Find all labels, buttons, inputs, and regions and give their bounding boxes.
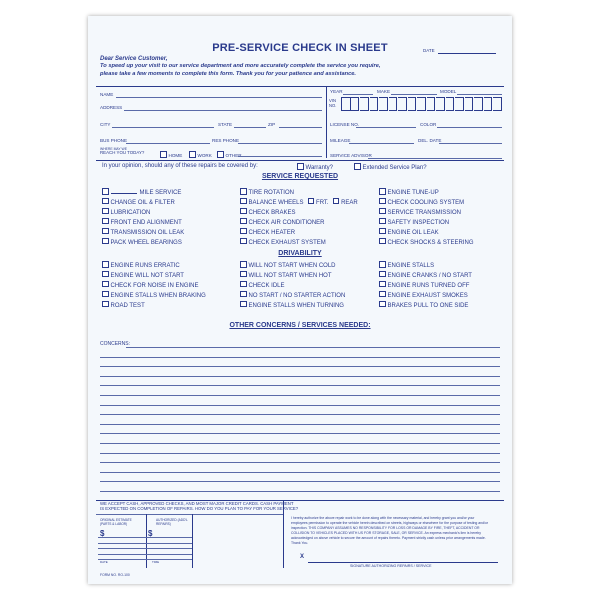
service-checkbox[interactable]: [240, 198, 247, 205]
work-checkbox[interactable]: [189, 151, 196, 158]
res-phone-field[interactable]: [238, 143, 322, 144]
drivability-label: ENGINE RUNS TURNED OFF: [387, 282, 470, 289]
coverage-question: In your opinion, should any of these repairs be covered by:: [102, 163, 258, 169]
service-label: CHECK EXHAUST SYSTEM: [248, 239, 326, 246]
license-field[interactable]: [356, 127, 416, 128]
drivability-option[interactable]: [102, 271, 184, 279]
name-field[interactable]: [116, 97, 322, 98]
vin-character-box[interactable]: [474, 97, 483, 111]
service-label: FRONT END ALIGNMENT: [110, 219, 182, 226]
drivability-label: ENGINE CRANKS / NO START: [387, 272, 472, 279]
service-label: LUBRICATION: [110, 209, 151, 216]
drivability-checkbox[interactable]: [240, 261, 247, 268]
service-option[interactable]: [240, 188, 294, 196]
payment-rule: [96, 514, 283, 515]
model-label: MODEL: [440, 89, 457, 94]
date-field[interactable]: [438, 53, 496, 54]
service-option[interactable]: [102, 228, 184, 236]
drivability-option[interactable]: [240, 291, 345, 299]
drivability-label: ENGINE WILL NOT START: [110, 272, 184, 279]
info-divider: [326, 86, 327, 158]
drivability-option[interactable]: [102, 281, 199, 289]
drivability-option[interactable]: [240, 261, 336, 269]
service-checkbox[interactable]: [379, 218, 386, 225]
drivability-option[interactable]: [240, 301, 344, 309]
license-label: LICENSE NO.: [330, 122, 360, 127]
vin-character-box[interactable]: [379, 97, 388, 111]
drivability-option[interactable]: [240, 271, 332, 279]
del-date-field[interactable]: [439, 143, 502, 144]
concern-line[interactable]: [100, 395, 500, 396]
drivability-option[interactable]: [379, 291, 468, 299]
drivability-checkbox[interactable]: [102, 281, 109, 288]
concern-line[interactable]: [100, 443, 500, 444]
other-concerns-heading: OTHER CONCERNS / SERVICES NEEDED:: [229, 322, 371, 329]
vin-label-1: VIN: [329, 98, 336, 103]
service-label: ENGINE TUNE-UP: [387, 190, 439, 196]
concern-line[interactable]: [100, 462, 500, 463]
zip-label: ZIP: [268, 122, 276, 127]
mileage-label: MILEAGE: [330, 138, 351, 143]
reach-other-field[interactable]: [238, 156, 322, 157]
info-top-rule: [96, 86, 504, 87]
authorized-dollar: $: [148, 529, 153, 538]
bus-phone-field[interactable]: [126, 143, 210, 144]
concern-line[interactable]: [100, 366, 500, 367]
service-option[interactable]: [240, 198, 358, 206]
service-option[interactable]: [379, 208, 461, 216]
service-checkbox[interactable]: [379, 238, 386, 245]
concern-line[interactable]: [100, 481, 500, 482]
concern-line[interactable]: [100, 433, 500, 434]
color-label: COLOR: [420, 122, 437, 127]
concern-line[interactable]: [100, 424, 500, 425]
service-checkbox[interactable]: [102, 238, 109, 245]
service-checkbox[interactable]: [102, 208, 109, 215]
service-checkbox[interactable]: [102, 198, 109, 205]
state-field[interactable]: [234, 127, 266, 128]
service-option[interactable]: [102, 208, 150, 216]
drivability-checkbox[interactable]: [240, 291, 247, 298]
greeting: Dear Service Customer,: [100, 56, 168, 62]
authorization-line-1: I hereby authorize the above repair work to be done along with the necessary material, and hereby grant you and/or your: [291, 516, 475, 520]
service-label: CHECK BRAKES: [248, 209, 296, 216]
service-option[interactable]: [240, 238, 326, 246]
service-checkbox[interactable]: [102, 218, 109, 225]
vin-character-box[interactable]: [398, 97, 407, 111]
signature-x: X: [300, 554, 305, 560]
drivability-checkbox[interactable]: [102, 271, 109, 278]
drivability-checkbox[interactable]: [379, 291, 386, 298]
service-option[interactable]: [102, 218, 182, 226]
service-label: TRANSMISSION OIL LEAK: [110, 229, 185, 236]
service-requested-heading: SERVICE REQUESTED: [261, 173, 339, 180]
service-option[interactable]: [379, 198, 464, 206]
warranty-label: Warranty?: [305, 165, 333, 171]
year-label: YEAR: [330, 89, 343, 94]
service-checkbox[interactable]: [379, 208, 386, 215]
drivability-label: CHECK FOR NOISE IN ENGINE: [110, 282, 199, 289]
service-option[interactable]: [240, 218, 325, 226]
drivability-option[interactable]: [102, 301, 145, 309]
drivability-option[interactable]: [379, 271, 472, 279]
warranty-option[interactable]: [297, 163, 333, 171]
drivability-option[interactable]: [102, 291, 206, 299]
year-field[interactable]: [343, 94, 373, 95]
drivability-option[interactable]: [240, 281, 285, 289]
wheel-position-checkbox[interactable]: [308, 198, 315, 205]
authorization-line-2: employees permission to operate the vehicle herein described on streets, highways or elsewhere for the purpose of testing and/or: [291, 521, 489, 525]
drivability-option[interactable]: [379, 281, 469, 289]
service-checkbox[interactable]: [240, 238, 247, 245]
drivability-label: CHECK IDLE: [248, 282, 285, 289]
drivability-checkbox[interactable]: [102, 261, 109, 268]
work-label: WORK: [197, 153, 212, 158]
service-checkbox[interactable]: [240, 218, 247, 225]
address-label: ADDRESS: [100, 105, 123, 110]
authorized-label: AUTHORIZED (ADD'L REPAIRS): [156, 518, 188, 527]
reach-label-1: WHERE MAY WE: [100, 147, 127, 151]
del-date-label: DEL. DATE: [418, 138, 442, 143]
service-label: MILE SERVICE: [139, 190, 182, 196]
signature-label: SIGNATURE AUTHORIZING REPAIRS / SERVICE: [350, 564, 432, 568]
mileage-field[interactable]: [349, 143, 414, 144]
vin-character-box[interactable]: [351, 97, 360, 111]
drivability-label: WILL NOT START WHEN HOT: [248, 272, 332, 279]
drivability-label: NO START / NO STARTER ACTION: [248, 292, 346, 299]
drivability-label: ENGINE STALLS WHEN BRAKING: [110, 292, 206, 299]
form-title: PRE-SERVICE CHECK IN SHEET: [212, 42, 388, 54]
service-checkbox[interactable]: [379, 188, 386, 195]
state-label: STATE: [218, 122, 233, 127]
service-label: CHANGE OIL & FILTER: [110, 199, 175, 206]
vin-character-box[interactable]: [455, 97, 464, 111]
zip-field[interactable]: [279, 127, 322, 128]
drivability-option[interactable]: [379, 301, 468, 309]
authorization-line-3: inspection. THIS COMPANY ASSUMES NO RESPONSIBILITY FOR LOSS OR DAMAGE BY FIRE, THEFT, ACCIDENT OR: [291, 526, 480, 530]
service-option[interactable]: [379, 218, 449, 226]
warranty-checkbox[interactable]: [297, 163, 304, 170]
drivability-option[interactable]: [379, 261, 434, 269]
service-checkbox[interactable]: [379, 198, 386, 205]
service-label: CHECK AIR CONDITIONER: [248, 219, 325, 226]
authorization-line-5: acknowledged on above vehicle to secure the amount of repairs thereto. Payment strictly cash unless prior arrangements made.: [291, 536, 486, 540]
service-option[interactable]: [379, 238, 474, 246]
service-label: SERVICE TRANSMISSION: [387, 209, 461, 216]
payment-text-1: WE ACCEPT CASH, APPROVED CHECKS, AND MOST MAJOR CREDIT CARDS. CASH PAYMENT: [100, 501, 294, 506]
concern-line[interactable]: [100, 414, 500, 415]
make-field[interactable]: [391, 94, 437, 95]
vin-character-box[interactable]: [446, 97, 455, 111]
service-label: SAFETY INSPECTION: [387, 219, 450, 226]
service-label: CHECK COOLING SYSTEM: [387, 199, 465, 206]
service-label: CHECK SHOCKS & STEERING: [387, 239, 474, 246]
service-checkbox[interactable]: [240, 188, 247, 195]
service-checkbox[interactable]: [379, 228, 386, 235]
authorization-line-4: COLLISION TO VEHICLES PLACED WITH US FOR STORAGE, SALE, OR SERVICE. An express mechanic's lien is hereby: [291, 531, 481, 535]
service-label: ENGINE OIL LEAK: [387, 229, 439, 236]
model-field[interactable]: [457, 94, 502, 95]
vin-character-box[interactable]: [408, 97, 417, 111]
drivability-checkbox[interactable]: [240, 281, 247, 288]
concern-line[interactable]: [100, 385, 500, 386]
footer-divider: [283, 500, 284, 568]
service-option[interactable]: [102, 188, 181, 196]
footer-top-rule: [96, 500, 504, 501]
concern-line[interactable]: [100, 405, 500, 406]
wheel-position-checkbox[interactable]: [333, 198, 340, 205]
service-checkbox[interactable]: [102, 188, 109, 195]
color-field[interactable]: [437, 127, 502, 128]
res-phone-label: RES PHONE: [212, 138, 240, 143]
city-field[interactable]: [112, 127, 214, 128]
intro-line-1: To speed up your visit to our service department and more accurately complete the service you require,: [100, 63, 381, 69]
drivability-checkbox[interactable]: [240, 301, 247, 308]
drivability-checkbox[interactable]: [102, 301, 109, 308]
concern-line[interactable]: [100, 472, 500, 473]
wheel-position-option[interactable]: [333, 200, 358, 206]
drivability-label: ROAD TEST: [110, 302, 145, 309]
vin-character-box[interactable]: [436, 97, 445, 111]
home-option[interactable]: [160, 151, 182, 158]
work-option[interactable]: [189, 151, 212, 158]
service-option[interactable]: [240, 228, 295, 236]
service-checkbox[interactable]: [102, 228, 109, 235]
time-small-label: TIME: [152, 560, 160, 564]
home-label: HOME: [168, 153, 183, 158]
authorization-line-6: Thank You.: [291, 541, 309, 545]
concern-line[interactable]: [100, 453, 500, 454]
intro-line-2: please take a few moments to complete this form. Thank you for your patience and assistance.: [100, 71, 357, 77]
drivability-checkbox[interactable]: [379, 261, 386, 268]
vin-character-box[interactable]: [389, 97, 398, 111]
drivability-checkbox[interactable]: [240, 271, 247, 278]
info-bottom-rule: [96, 160, 504, 161]
wheel-position-option[interactable]: [308, 200, 329, 206]
other-checkbox[interactable]: [217, 151, 224, 158]
extended-plan-option[interactable]: [354, 163, 427, 171]
extended-plan-checkbox[interactable]: [354, 163, 361, 170]
service-option[interactable]: [379, 228, 439, 236]
mile-service-blank[interactable]: [111, 193, 137, 194]
concern-line[interactable]: [100, 376, 500, 377]
estimate-dollar: $: [100, 529, 105, 538]
date-small-label: DATE: [100, 560, 108, 564]
service-check-in-form: [88, 16, 512, 584]
make-label: MAKE: [377, 89, 391, 94]
service-label: PACK WHEEL BEARINGS: [110, 239, 182, 246]
vin-character-box[interactable]: [493, 97, 502, 111]
payment-row-line: [98, 554, 192, 555]
name-label: NAME: [100, 92, 114, 97]
date-label: DATE: [423, 48, 435, 53]
wheel-position-label: REAR: [341, 199, 358, 206]
service-option[interactable]: [102, 198, 175, 206]
vin-character-box[interactable]: [370, 97, 379, 111]
drivability-option[interactable]: [102, 261, 180, 269]
advisor-field[interactable]: [368, 158, 502, 159]
vin-label-2: NO.: [329, 103, 337, 108]
home-checkbox[interactable]: [160, 151, 167, 158]
service-checkbox[interactable]: [240, 208, 247, 215]
address-field[interactable]: [124, 110, 322, 111]
form-number: FORM NO. RO-100: [100, 573, 130, 577]
drivability-label: WILL NOT START WHEN COLD: [248, 263, 336, 269]
extended-plan-label: Extended Service Plan?: [362, 165, 427, 171]
concern-line[interactable]: [126, 347, 500, 348]
estimate-label: ORIGINAL ESTIMATE (PARTS & LABOR): [100, 518, 132, 527]
concern-line[interactable]: [100, 491, 500, 492]
vin-character-box[interactable]: [417, 97, 426, 111]
payment-row-line: [98, 543, 192, 544]
city-label: CITY: [100, 122, 111, 127]
service-label: TIRE ROTATION: [248, 190, 294, 196]
drivability-label: BRAKES PULL TO ONE SIDE: [387, 302, 469, 309]
advisor-label: SERVICE ADVISOR: [330, 153, 372, 158]
drivability-checkbox[interactable]: [379, 271, 386, 278]
drivability-label: ENGINE EXHAUST SMOKES: [387, 292, 468, 299]
payment-row-line: [98, 537, 192, 538]
wheel-position-label: FRT.: [316, 199, 329, 206]
payment-text-2: IS EXPECTED ON COMPLETION OF REPAIRS. HOW DO YOU PLAN TO PAY FOR YOUR SERVICE?: [100, 506, 299, 511]
drivability-heading: DRIVABILITY: [278, 250, 322, 257]
drivability-label: ENGINE STALLS: [387, 263, 435, 269]
vin-character-box[interactable]: [360, 97, 369, 111]
drivability-checkbox[interactable]: [102, 291, 109, 298]
service-label: BALANCE WHEELS: [248, 199, 304, 206]
service-option[interactable]: [240, 208, 296, 216]
vin-character-box[interactable]: [484, 97, 493, 111]
service-label: CHECK HEATER: [248, 229, 296, 236]
vin-character-box[interactable]: [427, 97, 436, 111]
service-option[interactable]: [102, 238, 182, 246]
service-checkbox[interactable]: [240, 228, 247, 235]
vin-character-box[interactable]: [465, 97, 474, 111]
service-option[interactable]: [379, 188, 439, 196]
concern-line[interactable]: [100, 357, 500, 358]
payment-row-line: [98, 548, 192, 549]
bus-phone-label: BUS PHONE: [100, 138, 128, 143]
payment-row-line: [98, 559, 192, 560]
drivability-checkbox[interactable]: [379, 281, 386, 288]
signature-field[interactable]: [308, 562, 498, 563]
authorized-divider: [192, 514, 193, 568]
drivability-label: ENGINE STALLS WHEN TURNING: [248, 302, 344, 309]
other-label: OTHER: [225, 153, 242, 158]
vin-character-box[interactable]: [341, 97, 351, 111]
reach-label-2: REACH YOU TODAY?: [100, 150, 145, 155]
concerns-label: CONCERNS:: [100, 341, 131, 347]
drivability-label: ENGINE RUNS ERRATIC: [110, 263, 180, 269]
drivability-checkbox[interactable]: [379, 301, 386, 308]
